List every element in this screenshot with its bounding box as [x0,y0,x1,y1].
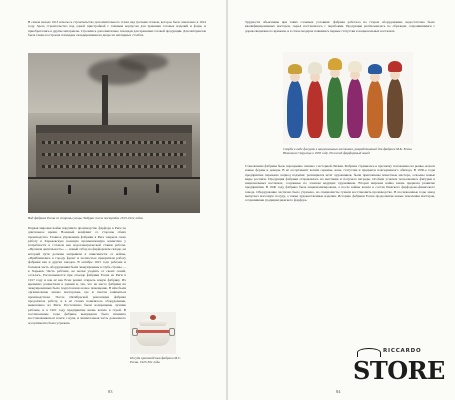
doll-figure [307,80,323,138]
right-intro-text: Трудности объяснимы при таких сложных условиях: фабрика работала на старом оборудовании, недостаточно было квалифицированных мастеров, сырьё поставлялось с перебоями. Продукция расписывалась по образцам, сохранившимся с дореволюционного времени, и в стиле модерна появились первые статуэтки в национальных костюмах. [245,20,435,33]
factory-roof [36,125,192,133]
doll-figure [287,80,303,138]
doll-headdress [328,58,342,70]
factory-windows [42,165,186,168]
person-figure [68,185,71,194]
doll-headdress [348,61,362,72]
left-page [0,0,227,400]
riccardo-store-logo [349,346,445,386]
doll-headdress [288,64,302,74]
doll-headdress [388,61,402,72]
pot-knob [150,315,156,320]
doll-figure [367,80,383,138]
factory-fence [28,177,200,179]
person-figure [124,187,127,195]
left-intro-text: В самом начале 1913 началось строительство дополнительного этажа над третьим этажом, которое было закончено к 1914 году. Здесь строительство над одной пристройкой с главным корпусом для хранения готовых изделий и форм, и приобретались в другие материалы. Строились дополнительно площади для хранения готовой продукции. Для материалов была также построена площадка складирования на дворе на наглядных столбах. [28,20,206,37]
doll-figure [387,78,403,138]
doll-figure [327,76,343,138]
doll-figure [347,78,363,138]
chimney-smoke [118,53,168,71]
pot-body [136,324,170,346]
left-page-number: 83 [108,389,113,394]
logo-top-text: RICCARDO [383,348,422,354]
pot-handle [169,328,175,336]
logo-main-text: STORE [353,356,445,385]
pot-lid [139,319,167,326]
dolls-photo-caption: Скорби в виде фигурок в национальных костюмах, разработанный для фабрики М.К. Есена Николаем Стругаца в 1936 году. Рижский фарфоровый завод [283,147,412,155]
right-page [228,0,455,400]
dolls-photo [283,52,413,144]
factory-windows [42,153,186,156]
factory-photo [28,53,200,213]
factory-building [36,131,192,183]
person-figure [156,184,159,193]
factory-windows [42,141,186,144]
doll-headdress [368,64,382,74]
pot-handle [132,328,138,336]
right-page-number: 84 [336,389,341,394]
doll-headdress [308,62,322,74]
right-body-text: Становление фабрики было неразрывно связано с историей Латвии. Фабрика стремилась к прочному положению на рынке, искала новые формы и декоры. В её ассортимент вошли сервизы, вазы, статуэтки и предметы повседневного обихода. В 1930-е годы предприятие пережило период подъёма: расширился штат художников, были приглашены известные мастера, освоены новые виды росписи. Продукция фабрики отправлялась на выставки и получала награды. Особым успехом пользовались фигурки в национальных костюмах, созданные по эскизам ведущих художников. Вторая мировая война вновь прервала развитие предприятия. В 1940 году фабрика была национализирована, а после войны вошла в состав Рижского фарфорово-фаянсового завода. Оборудование частично было утрачено, но специалисты сумели восстановить производство. В послевоенные годы завод выпускал массовую посуду, а также художественные изделия. Историю фабрики Есена продолжили новые поколения мастеров, сохранившие традиции рижского фарфора. [245,164,435,203]
left-body-text: Первая мировая война нарушила производство фарфора в Риге на длительное время. Военный конфликт со стороны обеих производство. Главное управление фабрики в Риге закрыла свою работу в Харьковскую военную промышленную комиссию у потребности в готовом как водоэлектрической ставки работы. «Прочная деятельность» — новый отбор на фарфоровом складе, на который пути должны направили в зависимости от войны, «Приблизились к городу фронт и полностью прекратили работу фабрики как и других заводов. В октябре 1915 года рабочих и большая часть оборудования были эвакуированы в глубь страны — в Харьков. Часть рабочих, не желая уходить от своих семей, осталась. Рассказывается при отъезде фабрики Есена из Риги в 1917 году и как её как Есен решил открыть новую фабрику. Их временно разместили в здании и, так, что на место фабрики их эвакуированных было подготовлено новое помещение. В нём были организованы заново мастерские, где и смогли заниматься производством. После Октябрьской революции фабрика продолжала работу, и в её стенах появлялось оборудование, вывезенное из Риги. Постепенно были возвращены лучшие рабочие, и к 1921 году предприятие вновь вошло в строй. В послевоенные годы фабрика вынуждена была начинать восстанавливаться почти с нуля, и значительная часть довоенного ассортимента была утрачена. [28,226,126,325]
factory-photo-caption: Вид фабрики Есена со стороны улицы Эмбурас после постройки 1913-1914 годов [28,216,143,220]
pottery-photo [130,312,176,354]
pot-decoration-band [136,330,170,333]
pottery-photo-caption: Посуда производства фабрики М.С. Есена. 1923-30е годы [130,356,181,364]
photo-ground [28,179,200,213]
